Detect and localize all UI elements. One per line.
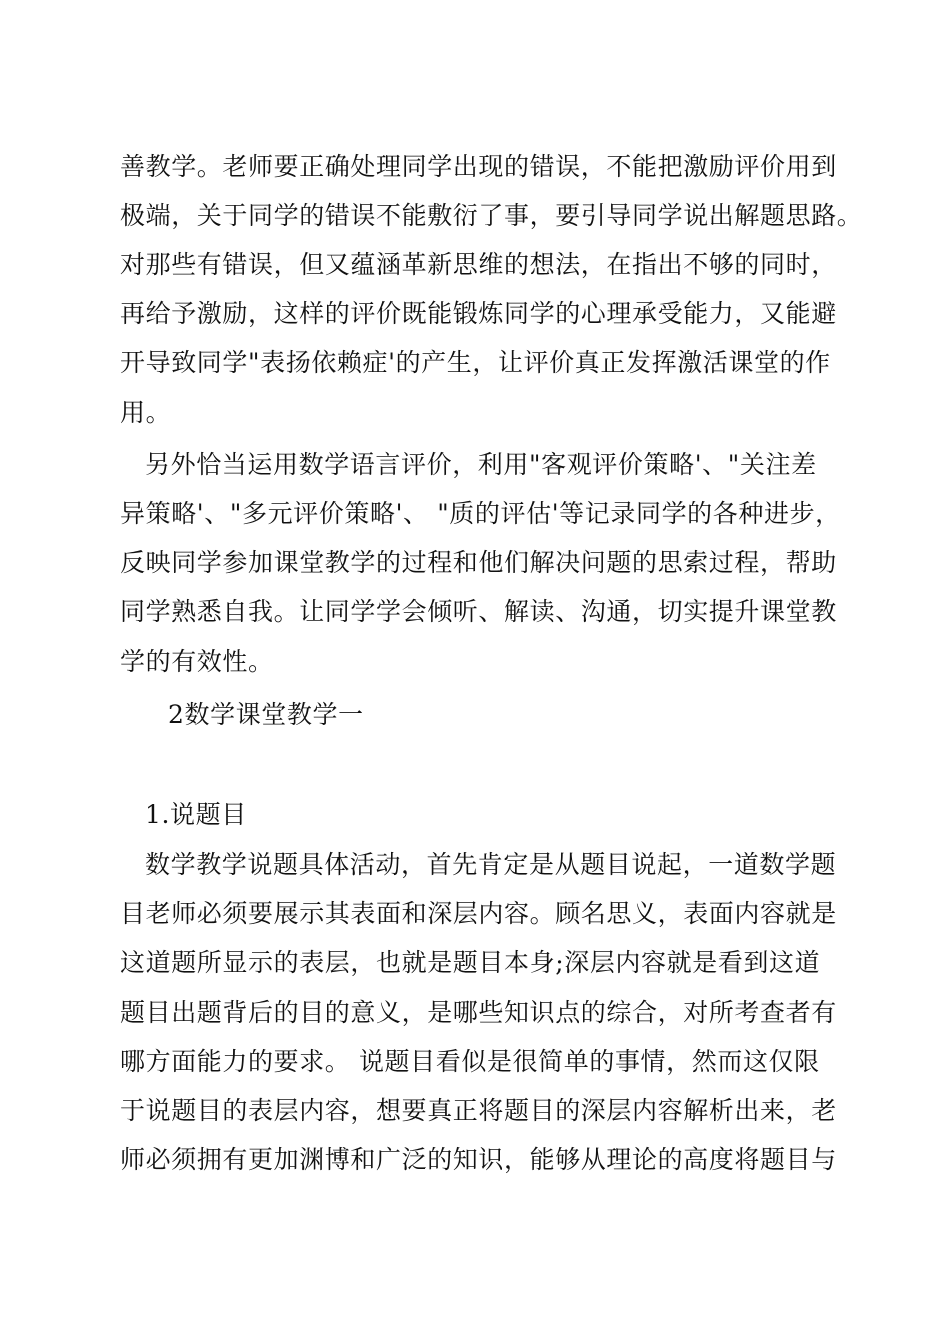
paragraph-line: 目老师必须要展示其表面和深层内容。顾名思义，表面内容就是: [120, 899, 837, 928]
paragraph-line: 另外恰当运用数学语言评价，利用"客观评价策略'、"关注差: [145, 450, 817, 479]
paragraph-line: 再给予激励，这样的评价既能锻炼同学的心理承受能力，又能避: [120, 299, 837, 328]
paragraph-line: 开导致同学"表扬依赖症'的产生，让评价真正发挥激活课堂的作: [120, 348, 831, 377]
paragraph-line: 题目出题背后的目的意义，是哪些知识点的综合，对所考查者有: [120, 998, 837, 1027]
paragraph-line: 对那些有错误，但又蕴涵革新思维的想法，在指出不够的同时，: [120, 250, 837, 279]
section-heading: 2数学课堂教学一: [168, 700, 364, 729]
paragraph-line: 这道题所显示的表层，也就是题目本身;深层内容就是看到这道: [120, 948, 821, 977]
paragraph-line: 同学熟悉自我。让同学学会倾听、解读、沟通，切实提升课堂教: [120, 597, 837, 626]
paragraph-line: 哪方面能力的要求。 说题目看似是很简单的事情，然而这仅限: [120, 1047, 820, 1076]
paragraph-line: 学的有效性。: [120, 647, 274, 676]
paragraph-line: 于说题目的表层内容，想要真正将题目的深层内容解析出来，老: [120, 1096, 837, 1125]
paragraph-line: 善教学。老师要正确处理同学出现的错误，不能把激励评价用到: [120, 152, 837, 181]
paragraph-line: 异策略'、"多元评价策略'、 "质的评估'等记录同学的各种进步，: [120, 499, 841, 528]
paragraph-line: 反映同学参加课堂教学的过程和他们解决问题的思索过程，帮助: [120, 548, 837, 577]
paragraph-line: 数学教学说题具体活动，首先肯定是从题目说起，一道数学题: [145, 850, 837, 879]
paragraph-line: 师必须拥有更加渊博和广泛的知识，能够从理论的高度将题目与: [120, 1145, 837, 1174]
subsection-heading: 1.说题目: [145, 800, 247, 829]
paragraph-line: 极端，关于同学的错误不能敷衍了事，要引导同学说出解题思路。: [120, 201, 863, 230]
paragraph-line: 用。: [120, 398, 172, 427]
